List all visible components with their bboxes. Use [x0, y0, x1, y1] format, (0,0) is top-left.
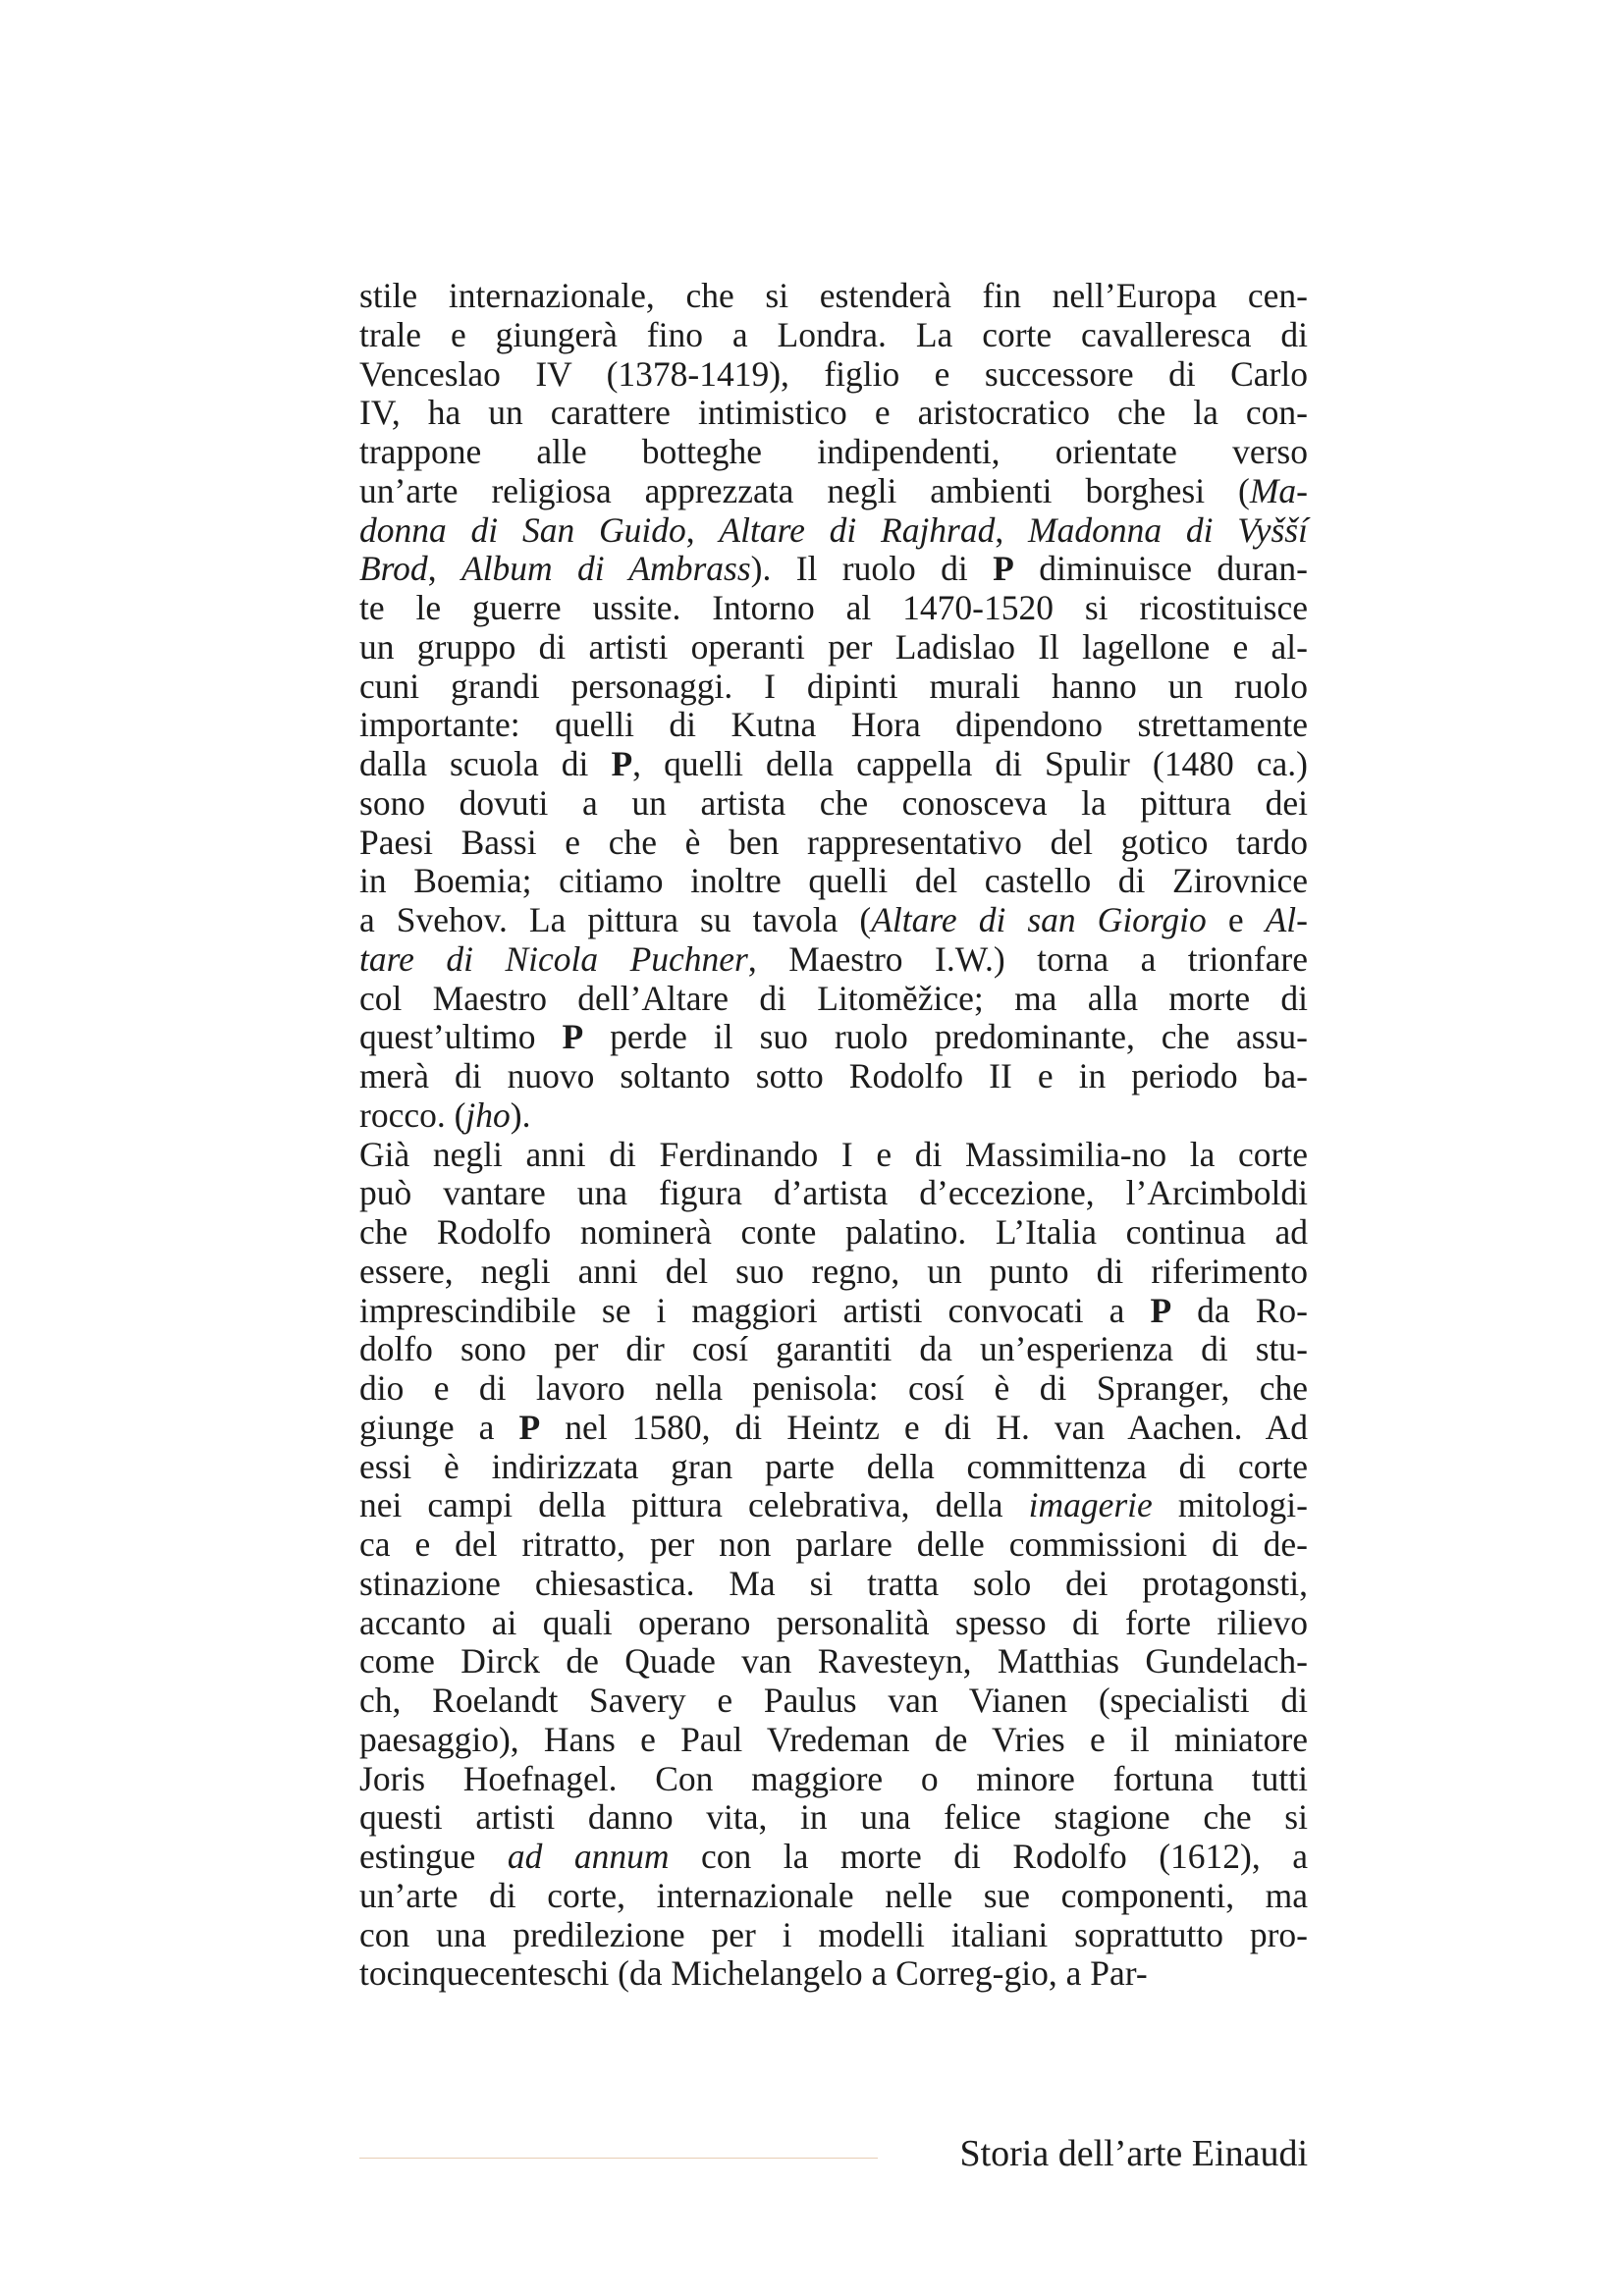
bold-text: P: [993, 549, 1014, 589]
text-run: da Ro-: [1171, 1290, 1308, 1330]
text-run: estingue: [359, 1837, 508, 1876]
text-run: stinazione chiesastica. Ma si tratta solo dei protagonsti,: [359, 1563, 1308, 1603]
text-line: [359, 472, 1308, 511]
text-run: come Dirck de Quade van Ravesteyn, Matthias Gundelach-: [359, 1641, 1308, 1682]
text-run: questi artisti danno vita, in una felice stagione che si: [359, 1797, 1308, 1838]
text-run: imprescindibile se i maggiori artisti convocati a: [359, 1290, 1151, 1330]
text-run: paesaggio), Hans e Paul Vredeman de Vries e il miniatore: [359, 1719, 1308, 1759]
text-run: ,: [427, 549, 461, 589]
text-line: [359, 1682, 1308, 1721]
text-line: [359, 1369, 1308, 1409]
text-run: Joris Hoefnagel. Con maggiore o minore fortuna tutti: [359, 1758, 1308, 1798]
text-run: che Rodolfo nominerà conte palatino. L’Italia continua ad: [359, 1212, 1308, 1252]
text-line: [359, 511, 1308, 551]
text-line: [359, 1330, 1308, 1369]
italic-text: Altare di san Giorgio: [871, 900, 1207, 939]
text-run: sono dovuti a un artista che conosceva la pittura dei: [359, 782, 1308, 823]
text-run: stile internazionale, che si estenderà fin nell’Europa cen-: [359, 276, 1308, 315]
text-line: [359, 589, 1308, 628]
italic-text: tare di Nicola Puchner: [359, 938, 748, 979]
text-run: giunge a: [359, 1407, 519, 1447]
text-run: ).: [510, 1095, 531, 1135]
text-line: [359, 706, 1308, 745]
paragraph: [359, 1136, 1308, 1995]
text-run: ,: [995, 509, 1029, 550]
text-run: Venceslao IV (1378-1419), figlio e successore di Carlo: [359, 353, 1308, 394]
text-run: dio e di lavoro nella penisola: cosí è di Spranger, che: [359, 1368, 1308, 1408]
text-line: [359, 980, 1308, 1019]
bold-text: P: [518, 1407, 541, 1447]
text-run: con la morte di Rodolfo (1612), a: [669, 1837, 1309, 1876]
text-line: [359, 1486, 1308, 1525]
text-run: rocco. (: [359, 1095, 466, 1135]
text-run: nei campi della pittura celebrativa, della: [359, 1485, 1029, 1525]
text-run: in Boemia; citiamo inoltre quelli del castello di Zirovnice: [359, 861, 1308, 901]
text-run: dalla scuola di: [359, 744, 612, 783]
text-run: diminuisce duran-: [1013, 549, 1309, 589]
text-run: un’arte di corte, internazionale nelle sue componenti, ma: [359, 1875, 1308, 1915]
text-run: può vantare una figura d’artista d’eccezione, l’Arcimboldi: [359, 1173, 1308, 1213]
text-run: mitologi-: [1152, 1485, 1308, 1525]
text-line: [359, 1174, 1308, 1213]
text-line: [359, 550, 1308, 589]
text-line: [359, 1057, 1308, 1096]
text-run: Paesi Bassi e che è ben rappresentativo del gotico tardo: [359, 822, 1308, 862]
text-line: [359, 1136, 1308, 1175]
text-line: [359, 1096, 1308, 1136]
text-run: dolfo sono per dir cosí garantiti da un’esperienza di stu-: [359, 1329, 1308, 1369]
text-run: accanto ai quali operano personalità spesso di forte rilievo: [359, 1602, 1308, 1642]
text-line: [359, 1448, 1308, 1487]
text-run: perde il suo ruolo predominante, che assu-: [583, 1017, 1308, 1057]
text-run: ,: [685, 509, 720, 550]
text-line: [359, 355, 1308, 395]
text-run: , quelli della cappella di Spulir (1480 ca.): [632, 744, 1308, 783]
text-run: IV, ha un carattere intimistico e aristocratico che la con-: [359, 393, 1308, 433]
text-run: merà di nuovo soltanto sotto Rodolfo II e in periodo ba-: [359, 1056, 1308, 1095]
italic-text: Brod: [359, 549, 428, 589]
text-line: [359, 1253, 1308, 1292]
text-line: [359, 1525, 1308, 1565]
bold-text: P: [611, 744, 633, 783]
text-line: [359, 1604, 1308, 1643]
text-run: nel 1580, di Heintz e di H. van Aachen. Ad: [540, 1407, 1308, 1447]
text-run: quest’ultimo: [359, 1017, 563, 1057]
text-run: un gruppo di artisti operanti per Ladislao Il lagellone e al-: [359, 626, 1308, 667]
text-line: [359, 1642, 1308, 1682]
text-line: [359, 745, 1308, 784]
text-line: [359, 1409, 1308, 1448]
text-line: [359, 1877, 1308, 1916]
text-line: [359, 824, 1308, 863]
text-run: tocinquecenteschi (da Michelangelo a Correg-gio, a Par-: [359, 1953, 1148, 1994]
text-run: un’arte religiosa apprezzata negli ambienti borghesi (: [359, 470, 1250, 510]
text-run: Già negli anni di Ferdinando I e di Massimilia-no la corte: [359, 1134, 1308, 1174]
text-line: [359, 784, 1308, 824]
text-line: [359, 1565, 1308, 1604]
paragraph: [359, 277, 1308, 1136]
text-line: [359, 394, 1308, 433]
text-run: ). Il ruolo di: [750, 549, 994, 589]
footer-title: Storia dell’arte Einaudi: [959, 2133, 1308, 2174]
text-run: importante: quelli di Kutna Hora dipendono strettamente: [359, 705, 1308, 745]
text-line: [359, 667, 1308, 707]
italic-text: donna di San Guido: [359, 509, 686, 550]
text-run: con una predilezione per i modelli italiani soprattutto pro-: [359, 1914, 1308, 1954]
text-line: [359, 1760, 1308, 1799]
bold-text: P: [562, 1017, 584, 1057]
text-run: a Svehov. La pittura su tavola (: [359, 900, 872, 939]
text-line: [359, 1018, 1308, 1057]
text-line: [359, 433, 1308, 472]
text-line: [359, 316, 1308, 355]
text-line: [359, 277, 1308, 316]
text-line: [359, 1798, 1308, 1838]
text-line: [359, 940, 1308, 980]
text-line: [359, 1721, 1308, 1760]
text-line: [359, 1213, 1308, 1253]
text-line: [359, 628, 1308, 667]
text-run: te le guerre ussite. Intorno al 1470-1520 si ricostituisce: [359, 588, 1308, 627]
text-run: , Maestro I.W.) torna a trionfare: [747, 938, 1309, 979]
bold-text: P: [1150, 1290, 1172, 1330]
text-line: [359, 862, 1308, 901]
text-run: essere, negli anni del suo regno, un punto di riferimento: [359, 1251, 1308, 1291]
text-line: [359, 1838, 1308, 1877]
text-run: cuni grandi personaggi. I dipinti murali hanno un ruolo: [359, 666, 1308, 706]
footer-rule: [359, 2158, 878, 2159]
body-text: [359, 277, 1308, 1994]
italic-text: Album di Ambrass: [460, 549, 751, 589]
italic-text: Ma-: [1249, 470, 1308, 510]
text-run: ch, Roelandt Savery e Paulus van Vianen (specialisti di: [359, 1681, 1308, 1720]
text-run: e: [1206, 900, 1266, 939]
italic-text: Altare di Rajhrad: [719, 509, 996, 550]
text-line: [359, 1954, 1308, 1994]
text-run: col Maestro dell’Altare di Litomĕžice; ma alla morte di: [359, 978, 1308, 1018]
text-run: ca e del ritratto, per non parlare delle commissioni di de-: [359, 1524, 1308, 1564]
italic-text: imagerie: [1028, 1485, 1153, 1525]
italic-text: Madonna di Vyšší: [1028, 509, 1308, 550]
text-line: [359, 1292, 1308, 1331]
italic-text: Al-: [1265, 900, 1308, 939]
italic-text: ad annum: [507, 1837, 670, 1876]
text-run: trale e giungerà fino a Londra. La corte cavalleresca di: [359, 314, 1308, 354]
italic-text: jho: [465, 1095, 511, 1135]
text-run: essi è indirizzata gran parte della committenza di corte: [359, 1446, 1308, 1486]
text-run: trappone alle botteghe indipendenti, orientate verso: [359, 432, 1308, 471]
text-line: [359, 901, 1308, 940]
text-line: [359, 1916, 1308, 1955]
